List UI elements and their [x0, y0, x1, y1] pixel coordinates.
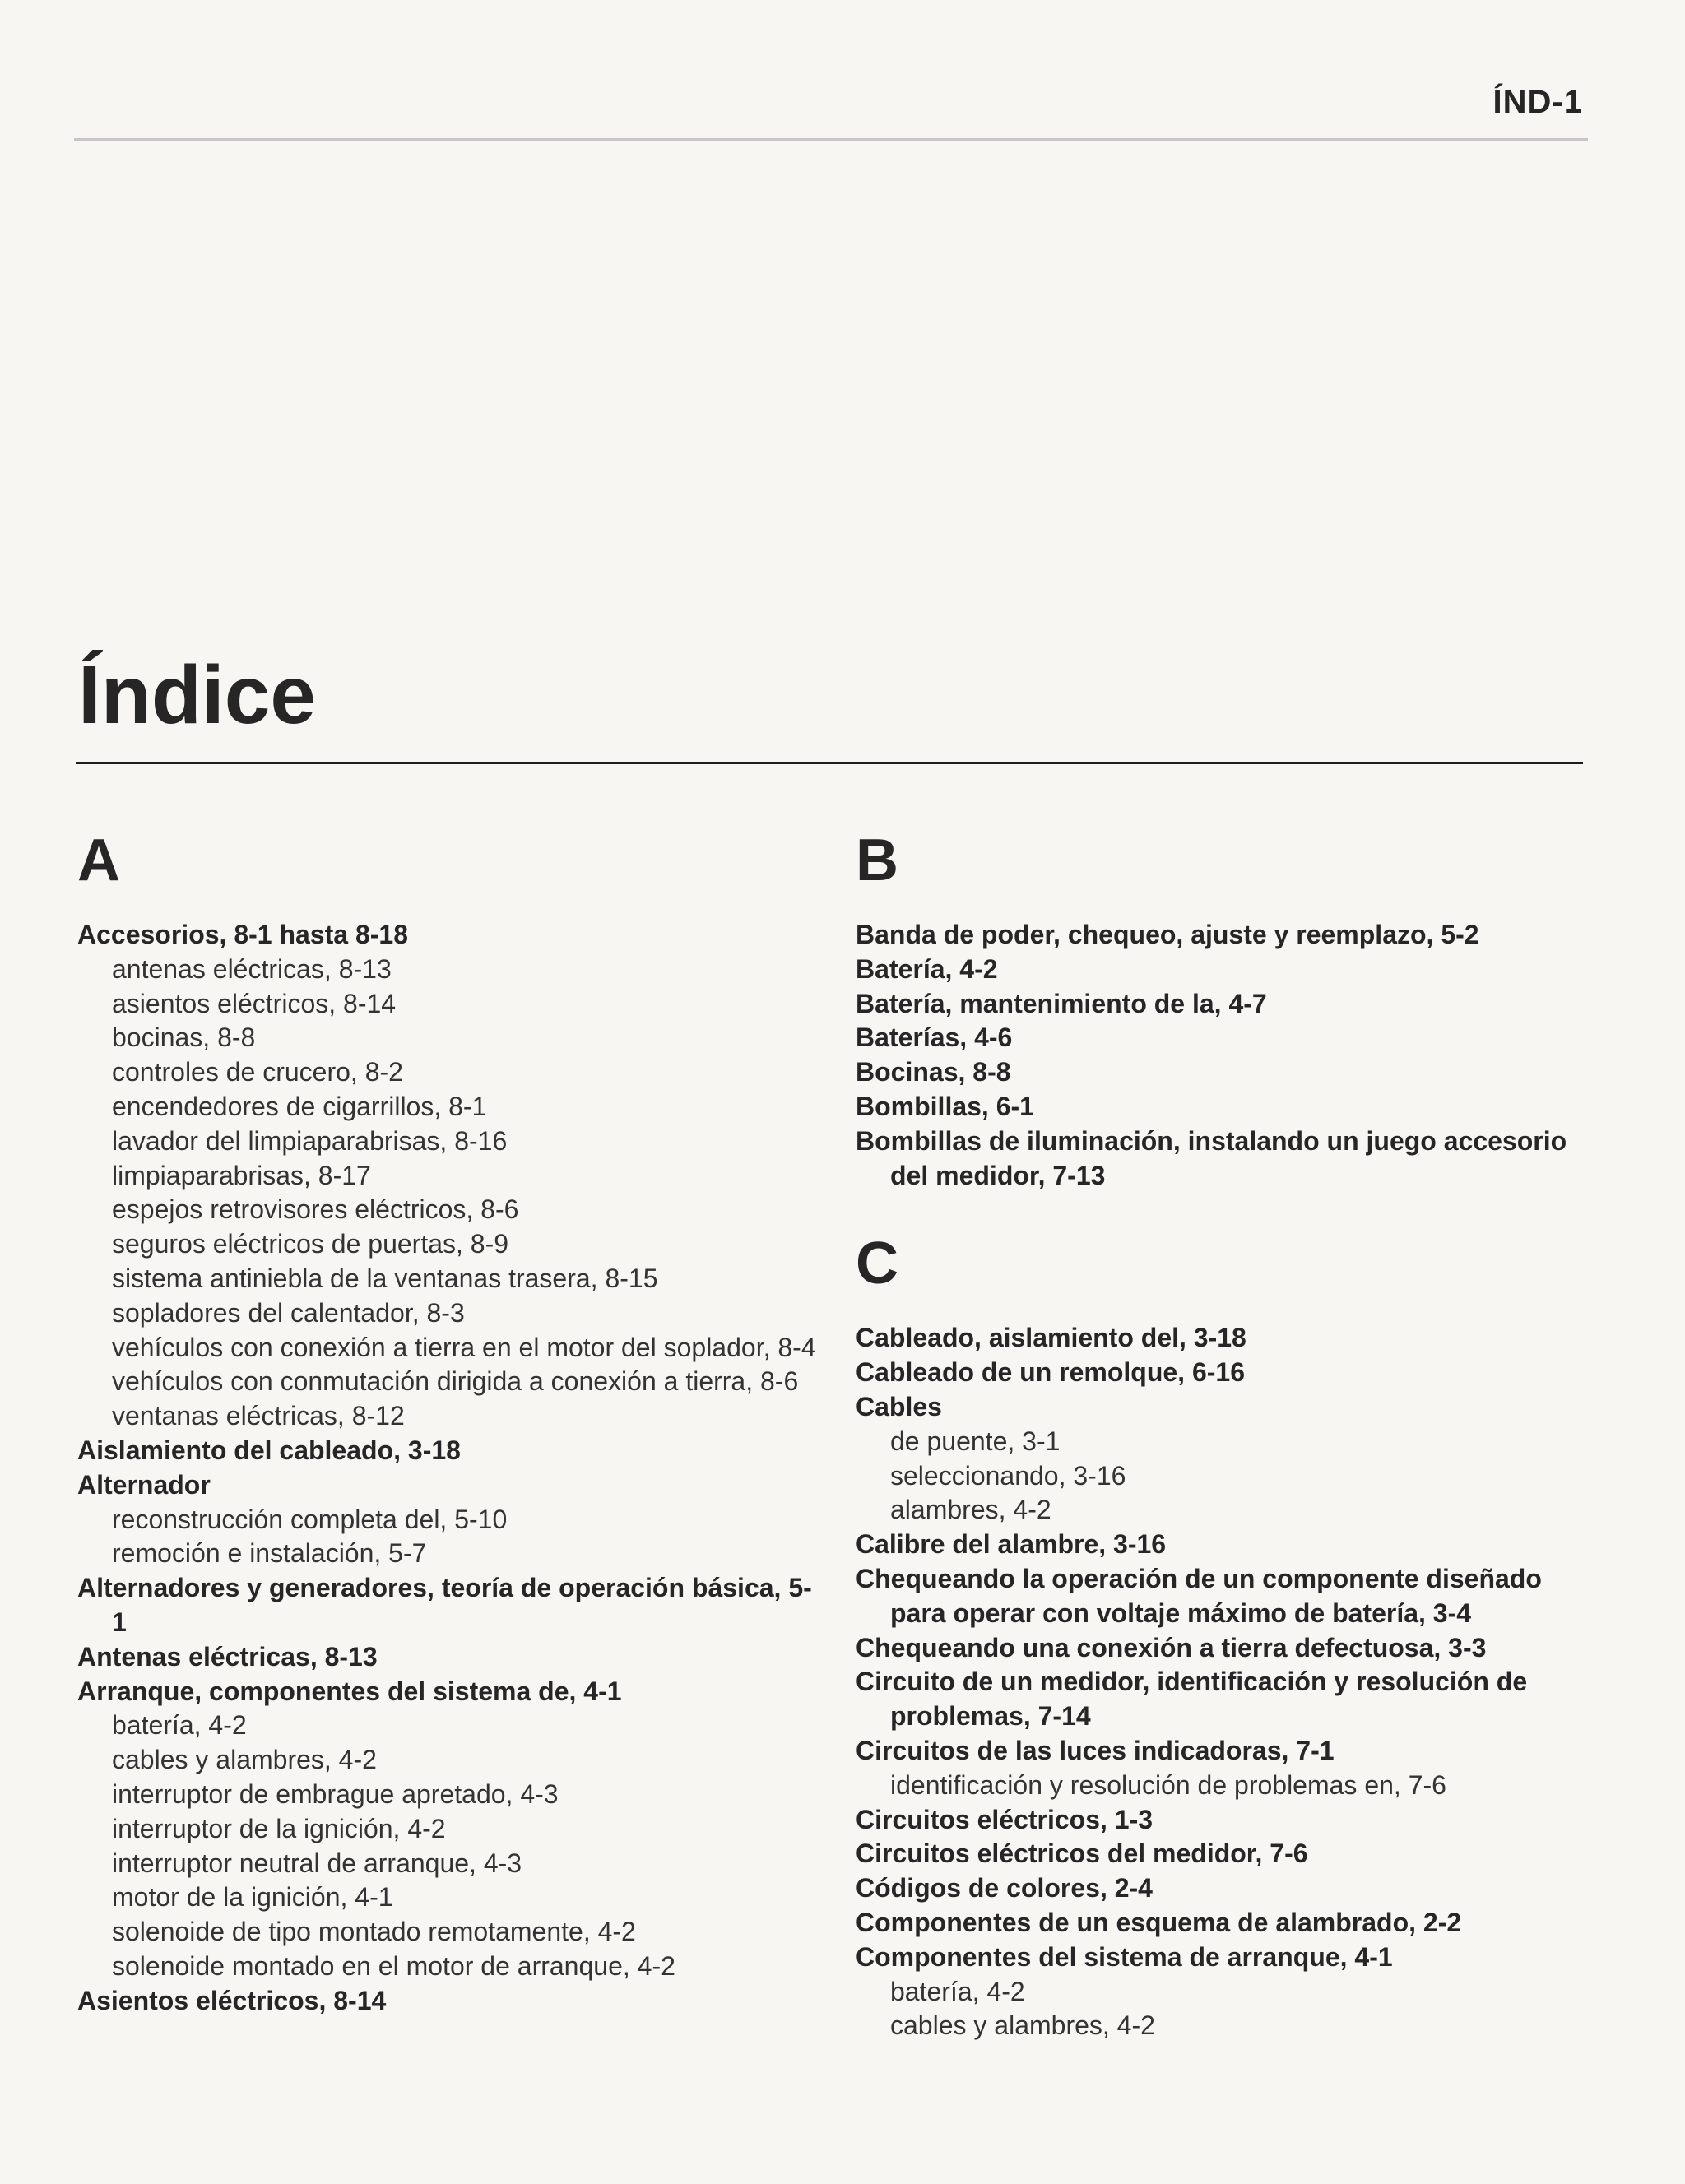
index-subentry: bocinas, 8-8	[112, 1022, 256, 1053]
index-entry: Accesorios, 8-1 hasta 8-18	[77, 920, 408, 949]
index-subentry: identificación y resolución de problemas en, 7-6	[890, 1769, 1446, 1800]
page-title: Índice	[78, 649, 316, 741]
index-entry: Bombillas de iluminación, instalando un juego accesorio del medidor, 7-13	[856, 1125, 1567, 1190]
index-entry: Cableado, aislamiento del, 3-18	[856, 1323, 1246, 1353]
index-subentry: interruptor de embrague apretado, 4-3	[112, 1778, 559, 1809]
index-entry: Alternador	[77, 1469, 211, 1500]
index-subentry: cables y alambres, 4-2	[890, 2010, 1155, 2041]
index-subentry: sopladores del calentador, 8-3	[112, 1297, 465, 1328]
index-subentry: asientos eléctricos, 8-14	[112, 988, 397, 1018]
index-subentry: controles de crucero, 8-2	[112, 1057, 403, 1087]
index-entry: Batería, mantenimiento de la, 4-7	[856, 988, 1267, 1018]
index-subentry: batería, 4-2	[112, 1710, 247, 1741]
index-subentry: seleccionando, 3-16	[890, 1460, 1126, 1491]
index-subentry: limpiaparabrisas, 8-17	[112, 1160, 371, 1190]
index-subentry: sistema antiniebla de la ventanas trasera, 8-15	[112, 1263, 658, 1293]
index-entry: Antenas eléctricas, 8-13	[77, 1641, 378, 1672]
index-section-c	[856, 1231, 1596, 2043]
index-subentry: de puente, 3-1	[890, 1426, 1061, 1456]
index-section-b	[856, 828, 1596, 1193]
section-letter: A	[77, 828, 120, 893]
index-subentry: encendedores de cigarrillos, 8-1	[112, 1091, 487, 1121]
index-entry: Alternadores y generadores, teoría de operación básica, 5-1	[77, 1573, 812, 1637]
index-entry: Cableado de un remolque, 6-16	[856, 1357, 1245, 1388]
index-section-a	[77, 828, 818, 2019]
index-subentry: seguros eléctricos de puertas, 8-9	[112, 1229, 509, 1259]
index-entry: Cables	[856, 1391, 942, 1421]
index-subentry: motor de la ignición, 4-1	[112, 1882, 393, 1913]
index-entry: Circuito de un medidor, identificación y resolución de problemas, 7-14	[856, 1667, 1528, 1732]
index-subentry: solenoide de tipo montado remotamente, 4-2	[112, 1917, 636, 1947]
index-entry: Bombillas, 6-1	[856, 1091, 1034, 1121]
index-column-left	[77, 828, 818, 2060]
index-subentry: ventanas eléctricas, 8-12	[112, 1401, 405, 1431]
index-entry: Calibre del alambre, 3-16	[856, 1529, 1167, 1560]
index-entry: Circuitos de las luces indicadoras, 7-1	[856, 1735, 1335, 1765]
index-column-right	[856, 828, 1596, 2084]
index-entry: Componentes del sistema de arranque, 4-1	[856, 1941, 1393, 1972]
index-entry: Baterías, 4-6	[856, 1022, 1013, 1053]
index-subentry: alambres, 4-2	[890, 1495, 1051, 1525]
index-subentry: reconstrucción completa del, 5-10	[112, 1504, 508, 1534]
section-letter: B	[856, 828, 898, 893]
index-subentry: antenas eléctricas, 8-13	[112, 953, 392, 984]
index-subentry: interruptor neutral de arranque, 4-3	[112, 1848, 522, 1878]
index-subentry: batería, 4-2	[890, 1976, 1025, 2006]
index-entry: Chequeando la operación de un componente diseñado para operar con voltaje máximo de batería, 3-4	[856, 1563, 1542, 1628]
index-entry: Chequeando una conexión a tierra defectuosa, 3-3	[856, 1632, 1487, 1662]
index-subentry: remoción e instalación, 5-7	[112, 1538, 427, 1569]
index-subentry: espejos retrovisores eléctricos, 8-6	[112, 1194, 519, 1225]
index-subentry: solenoide montado en el motor de arranque, 4-2	[112, 1950, 675, 1981]
index-entry: Aislamiento del cableado, 3-18	[77, 1435, 461, 1465]
index-entry: Circuitos eléctricos del medidor, 7-6	[856, 1839, 1308, 1869]
index-entry: Batería, 4-2	[856, 953, 998, 984]
index-entry: Arranque, componentes del sistema de, 4-1	[77, 1676, 622, 1706]
page-number: ÍND-1	[1492, 84, 1583, 120]
index-entry: Códigos de colores, 2-4	[856, 1873, 1153, 1903]
section-letter: C	[856, 1231, 898, 1297]
index-entry: Bocinas, 8-8	[856, 1057, 1011, 1087]
index-entry: Componentes de un esquema de alambrado, 2-2	[856, 1907, 1462, 1937]
index-entry: Asientos eléctricos, 8-14	[77, 1985, 387, 2015]
index-subentry: lavador del limpiaparabrisas, 8-16	[112, 1125, 508, 1156]
index-entry: Banda de poder, chequeo, ajuste y reemplazo, 5-2	[856, 920, 1479, 949]
index-entry: Circuitos eléctricos, 1-3	[856, 1804, 1154, 1834]
title-rule	[76, 762, 1583, 764]
index-subentry: vehículos con conmutación dirigida a conexión a tierra, 8-6	[112, 1366, 799, 1397]
index-subentry: vehículos con conexión a tierra en el motor del soplador, 8-4	[112, 1332, 816, 1362]
index-subentry: interruptor de la ignición, 4-2	[112, 1813, 446, 1843]
header-rule	[74, 138, 1588, 141]
index-subentry: cables y alambres, 4-2	[112, 1745, 377, 1775]
